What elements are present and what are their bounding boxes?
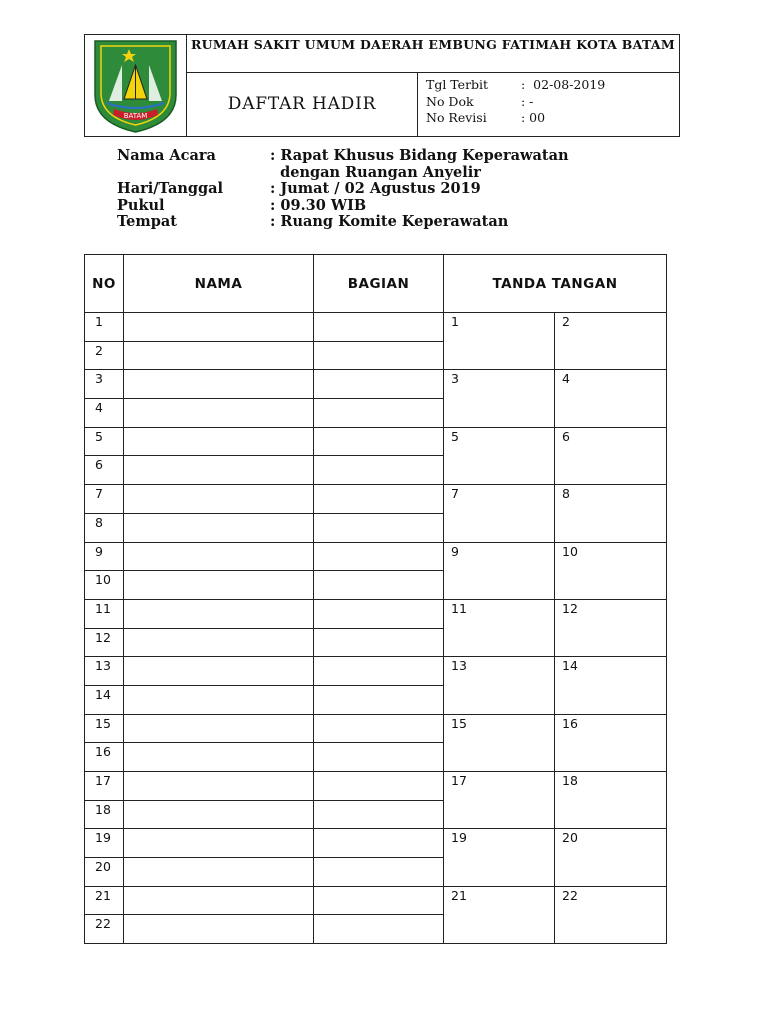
- table-row: [85, 599, 667, 628]
- row-number: 21: [85, 886, 124, 915]
- table-row: [85, 313, 667, 342]
- row-number: 1: [85, 313, 124, 342]
- bagian-cell[interactable]: [314, 542, 444, 571]
- nama-cell[interactable]: [124, 657, 314, 686]
- bagian-cell[interactable]: [314, 685, 444, 714]
- row-number: 13: [85, 657, 124, 686]
- nama-cell[interactable]: [124, 542, 314, 571]
- batam-city-logo: [85, 35, 186, 136]
- meta-value: : 02-08-2019: [521, 77, 606, 92]
- table-row: [85, 772, 667, 801]
- signature-cell[interactable]: 19: [444, 829, 555, 886]
- nama-cell[interactable]: [124, 915, 314, 944]
- table-row: [85, 714, 667, 743]
- row-number: 22: [85, 915, 124, 944]
- signature-cell[interactable]: 2: [555, 313, 667, 370]
- svg-text:BATAM: BATAM: [123, 112, 148, 120]
- event-label: Hari/Tanggal: [117, 180, 224, 197]
- row-number: 18: [85, 800, 124, 829]
- signature-cell[interactable]: 20: [555, 829, 667, 886]
- nama-cell[interactable]: [124, 743, 314, 772]
- row-number: 9: [85, 542, 124, 571]
- signature-cell[interactable]: 17: [444, 772, 555, 829]
- nama-cell[interactable]: [124, 599, 314, 628]
- bagian-cell[interactable]: [314, 571, 444, 600]
- meta-label: No Dok: [426, 93, 474, 109]
- row-number: 7: [85, 485, 124, 514]
- bagian-cell[interactable]: [314, 599, 444, 628]
- row-number: 15: [85, 714, 124, 743]
- row-number: 6: [85, 456, 124, 485]
- table-row: [85, 657, 667, 686]
- row-number: 2: [85, 341, 124, 370]
- nama-cell[interactable]: [124, 571, 314, 600]
- column-header-no: NO: [85, 255, 124, 313]
- row-number: 3: [85, 370, 124, 399]
- attendance-body: [85, 313, 667, 944]
- signature-cell[interactable]: 15: [444, 714, 555, 771]
- row-number: 12: [85, 628, 124, 657]
- event-label: Pukul: [117, 196, 165, 214]
- bagian-cell[interactable]: [314, 858, 444, 887]
- table-row: [85, 485, 667, 514]
- table-row: [85, 370, 667, 399]
- bagian-cell[interactable]: [314, 370, 444, 399]
- attendance-table: [84, 254, 667, 944]
- signature-cell[interactable]: 5: [444, 427, 555, 484]
- event-value: : Ruang Komite Keperawatan: [270, 213, 509, 230]
- row-number: 10: [85, 571, 124, 600]
- meta-row-no-dok: [426, 94, 605, 111]
- column-header-tanda-tangan: TANDA TANGAN: [444, 255, 667, 313]
- nama-cell[interactable]: [124, 772, 314, 801]
- event-value: : Jumat / 02 Agustus 2019: [270, 180, 481, 197]
- bagian-cell[interactable]: [314, 915, 444, 944]
- row-number: 19: [85, 829, 124, 858]
- document-header: [84, 34, 680, 137]
- nama-cell[interactable]: [124, 313, 314, 342]
- event-value: : Rapat Khusus Bidang Keperawatan dengan Ruangan Anyelir: [270, 147, 569, 181]
- nama-cell[interactable]: [124, 513, 314, 542]
- nama-cell[interactable]: [124, 800, 314, 829]
- nama-cell[interactable]: [124, 427, 314, 456]
- row-number: 11: [85, 599, 124, 628]
- signature-cell[interactable]: 16: [555, 714, 667, 771]
- signature-cell[interactable]: 13: [444, 657, 555, 714]
- signature-cell[interactable]: 1: [444, 313, 555, 370]
- event-row-hari-tanggal: [117, 181, 569, 198]
- row-number: 14: [85, 685, 124, 714]
- nama-cell[interactable]: [124, 485, 314, 514]
- event-row-pukul: [117, 198, 569, 215]
- table-row: [85, 427, 667, 456]
- column-header-bagian: BAGIAN: [314, 255, 444, 313]
- signature-cell[interactable]: 21: [444, 886, 555, 943]
- nama-cell[interactable]: [124, 399, 314, 428]
- logo-cell: [85, 35, 187, 136]
- table-row: [85, 886, 667, 915]
- bagian-cell[interactable]: [314, 800, 444, 829]
- bagian-cell[interactable]: [314, 341, 444, 370]
- document-title: DAFTAR HADIR: [187, 72, 418, 136]
- bagian-cell[interactable]: [314, 485, 444, 514]
- event-row-tempat: [117, 214, 569, 231]
- row-number: 8: [85, 513, 124, 542]
- signature-cell[interactable]: 8: [555, 485, 667, 542]
- event-value: : 09.30 WIB: [270, 196, 367, 214]
- nama-cell[interactable]: [124, 714, 314, 743]
- table-row: [85, 542, 667, 571]
- nama-cell[interactable]: [124, 685, 314, 714]
- table-row: [85, 829, 667, 858]
- nama-cell[interactable]: [124, 456, 314, 485]
- event-info: [117, 148, 569, 231]
- meta-row-no-revisi: [426, 110, 605, 127]
- institution-name: RUMAH SAKIT UMUM DAERAH EMBUNG FATIMAH KOTA BATAM: [187, 35, 679, 73]
- nama-cell[interactable]: [124, 341, 314, 370]
- signature-cell[interactable]: 7: [444, 485, 555, 542]
- bagian-cell[interactable]: [314, 714, 444, 743]
- bagian-cell[interactable]: [314, 743, 444, 772]
- bagian-cell[interactable]: [314, 513, 444, 542]
- bagian-cell[interactable]: [314, 399, 444, 428]
- meta-value: : -: [521, 93, 534, 109]
- bagian-cell[interactable]: [314, 313, 444, 342]
- nama-cell[interactable]: [124, 886, 314, 915]
- bagian-cell[interactable]: [314, 886, 444, 915]
- signature-cell[interactable]: 3: [444, 370, 555, 427]
- event-label: Tempat: [117, 213, 177, 230]
- bagian-cell[interactable]: [314, 657, 444, 686]
- nama-cell[interactable]: [124, 370, 314, 399]
- row-number: 17: [85, 772, 124, 801]
- signature-cell[interactable]: 4: [555, 370, 667, 427]
- signature-cell[interactable]: 6: [555, 427, 667, 484]
- meta-label: Tgl Terbit: [426, 77, 489, 92]
- column-header-nama: NAMA: [124, 255, 314, 313]
- meta-value: : 00: [521, 110, 546, 125]
- event-row-nama-acara: [117, 148, 569, 181]
- bagian-cell[interactable]: [314, 456, 444, 485]
- signature-cell[interactable]: 11: [444, 599, 555, 656]
- row-number: 16: [85, 743, 124, 772]
- signature-cell[interactable]: 22: [555, 886, 667, 943]
- bagian-cell[interactable]: [314, 772, 444, 801]
- signature-cell[interactable]: 10: [555, 542, 667, 599]
- signature-cell[interactable]: 18: [555, 772, 667, 829]
- bagian-cell[interactable]: [314, 427, 444, 456]
- event-label: Nama Acara: [117, 147, 216, 164]
- bagian-cell[interactable]: [314, 829, 444, 858]
- nama-cell[interactable]: [124, 858, 314, 887]
- document-meta: [426, 77, 605, 127]
- signature-cell[interactable]: 14: [555, 657, 667, 714]
- nama-cell[interactable]: [124, 628, 314, 657]
- row-number: 4: [85, 399, 124, 428]
- signature-cell[interactable]: 9: [444, 542, 555, 599]
- row-number: 20: [85, 858, 124, 887]
- signature-cell[interactable]: 12: [555, 599, 667, 656]
- meta-row-tgl-terbit: [426, 77, 605, 94]
- bagian-cell[interactable]: [314, 628, 444, 657]
- meta-label: No Revisi: [426, 110, 487, 125]
- row-number: 5: [85, 427, 124, 456]
- nama-cell[interactable]: [124, 829, 314, 858]
